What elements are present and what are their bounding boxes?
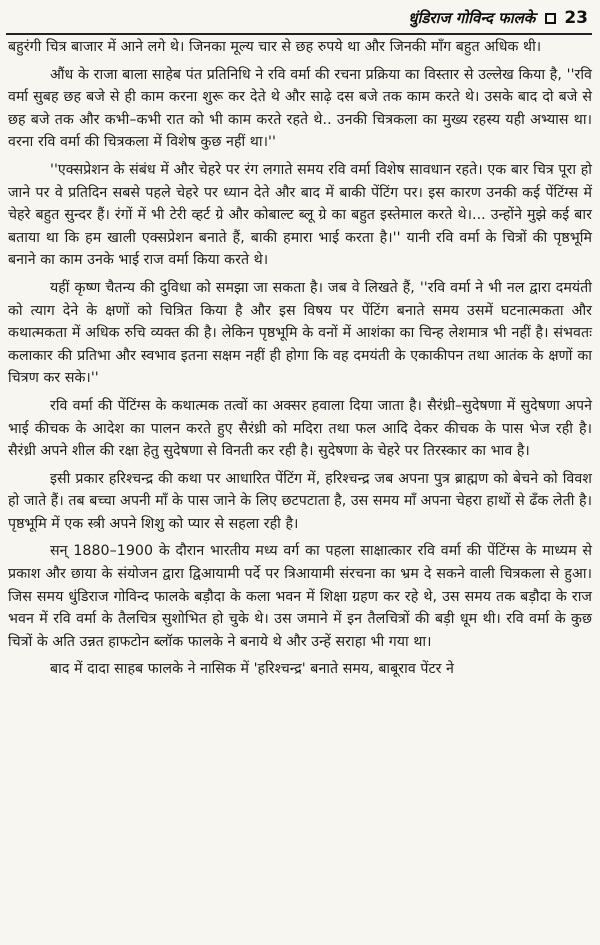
paragraph-3: ''एक्सप्रेशन के संबंध में और चेहरे पर रंग लगाते समय रवि वर्मा विशेष सावधान रहते। एक बार चित्र पूरा हो जाने पर वे प्रतिदिन सबसे पहले चेहरे पर ध्यान देते और बाद में बाकी पेंटिंग पर। इस कारण उनकी कई पेंटिंग्स में चेहरे बहुत सुन्दर हैं। रंगों में भी टेरी व्हर्ट ग्रे और कोबाल्ट ब्लू ग्रे का बहुत इस्तेमाल करते थे।... उन्होंने मुझे कई बार बताया था कि हम खाली एक्सप्रेशन बनाते हैं, बाकी हमारा भाई करता है।'' यानी रवि वर्मा के चित्रों की पृष्ठभूमि बनाने का काम उनके भाई राज वर्मा किया करते थे। (8, 161, 592, 269)
paragraph-4: यहीं कृष्ण चैतन्य की दुविधा को समझा जा सकता है। जब वे लिखते हैं, ''रवि वर्मा ने भी नल द्वारा दमयंती को त्याग देने के क्षणों को चित्रित किया है और इस विषय पर पेंटिंग बनाते समय उसमें घटनात्मकता और कथात्मकता में अधिक रुचि व्यक्त की है। लेकिन पृष्ठभूमि के वनों में आशंका का चिन्ह लेशमात्र भी नहीं है। संभवतः कलाकार की प्रतिभा और स्वभाव इतना सक्षम नहीं ही होगा कि वह दमयंती के एकाकीपन तथा आतंक के क्षणों का चित्रण कर सके।'' (8, 279, 592, 387)
paragraph-7: सन् 1880–1900 के दौरान भारतीय मध्य वर्ग का पहला साक्षात्कार रवि वर्मा की पेंटिंग्स के माध्यम से प्रकाश और छाया के संयोजन द्वारा द्विआयामी पर्दे पर त्रिआयामी संरचना का भ्रम दे सकने वाली चित्रकला से हुआ। जिस समय धुंडिराज गोविन्द फालके बड़ौदा के कला भवन में शिक्षा ग्रहण कर रहे थे, उस समय तक बड़ौदा के राज भवन में रवि वर्मा के तैलचित्र सुशोभित हो चुके थे। उस जमाने में इन तैलचित्रों की बड़ी धूम थी। रवि वर्मा के कुछ चित्रों के अति उन्नत हाफटोन ब्लॉक फालके ने बनाये थे और उन्हें सराहा भी गया था। (8, 543, 592, 650)
page-number: 23 (564, 8, 588, 28)
square-bullet-icon (545, 13, 556, 24)
paragraph-2: औंध के राजा बाला साहेब पंत प्रतिनिधि ने रवि वर्मा की रचना प्रक्रिया का विस्तार से उल्लेख किया है, ''रवि वर्मा सुबह छह बजे से ही काम करना शुरू कर देते थे और साढ़े दस बजे तक काम करते थे। उसके बाद दो बजे से छह बजे तक और कभी–कभी रात को भी काम करते रहते थे.. उनकी चित्रकला का मुख्य रहस्य यही अभ्यास था। वरना रवि वर्मा की चित्रकला में विशेष कुछ नहीं था।'' (8, 66, 592, 151)
running-header (408, 6, 588, 30)
paragraph-6: इसी प्रकार हरिश्चन्द्र की कथा पर आधारित पेंटिंग में, हरिश्चन्द्र जब अपना पुत्र ब्राह्मण को बेचने को विवश हो जाते हैं। तब बच्चा अपनी माँ के पास जाने के लिए छटपटाता है, उस समय माँ अपना चेहरा हाथों से ढँक लेती है। पृष्ठभूमि में एक स्त्री अपने शिशु को प्यार से सहला रही है। (8, 470, 592, 532)
running-header-title: धुंडिराज गोविन्द फालके (408, 9, 536, 27)
paragraph-1: बहुरंगी चित्र बाजार में आने लगे थे। जिनका मूल्य चार से छह रुपये था और जिनकी माँग बहुत अधिक थी। (8, 39, 542, 55)
paragraph-8: बाद में दादा साहब फालके ने नासिक में 'हरिश्चन्द्र' बनाते समय, बाबूराव पेंटर ने (50, 661, 454, 678)
header-rule (6, 33, 592, 35)
paragraph-5: रवि वर्मा की पेंटिंग्स के कथात्मक तत्वों का अक्सर हवाला दिया जाता है। सैरंध्री–सुदेषणा में सुदेषणा अपने भाई कीचक के आदेश का पालन करते हुए सैरंध्री को मदिरा तथा फल आदि देकर कीचक के पास भेज रही है। सैरंध्री अपने शील की रक्षा हेतु सुदेषणा से विनती कर रही है। सुदेषणा के चेहरे पर तिरस्कार का भाव है। (8, 397, 592, 460)
page-body (8, 36, 592, 686)
